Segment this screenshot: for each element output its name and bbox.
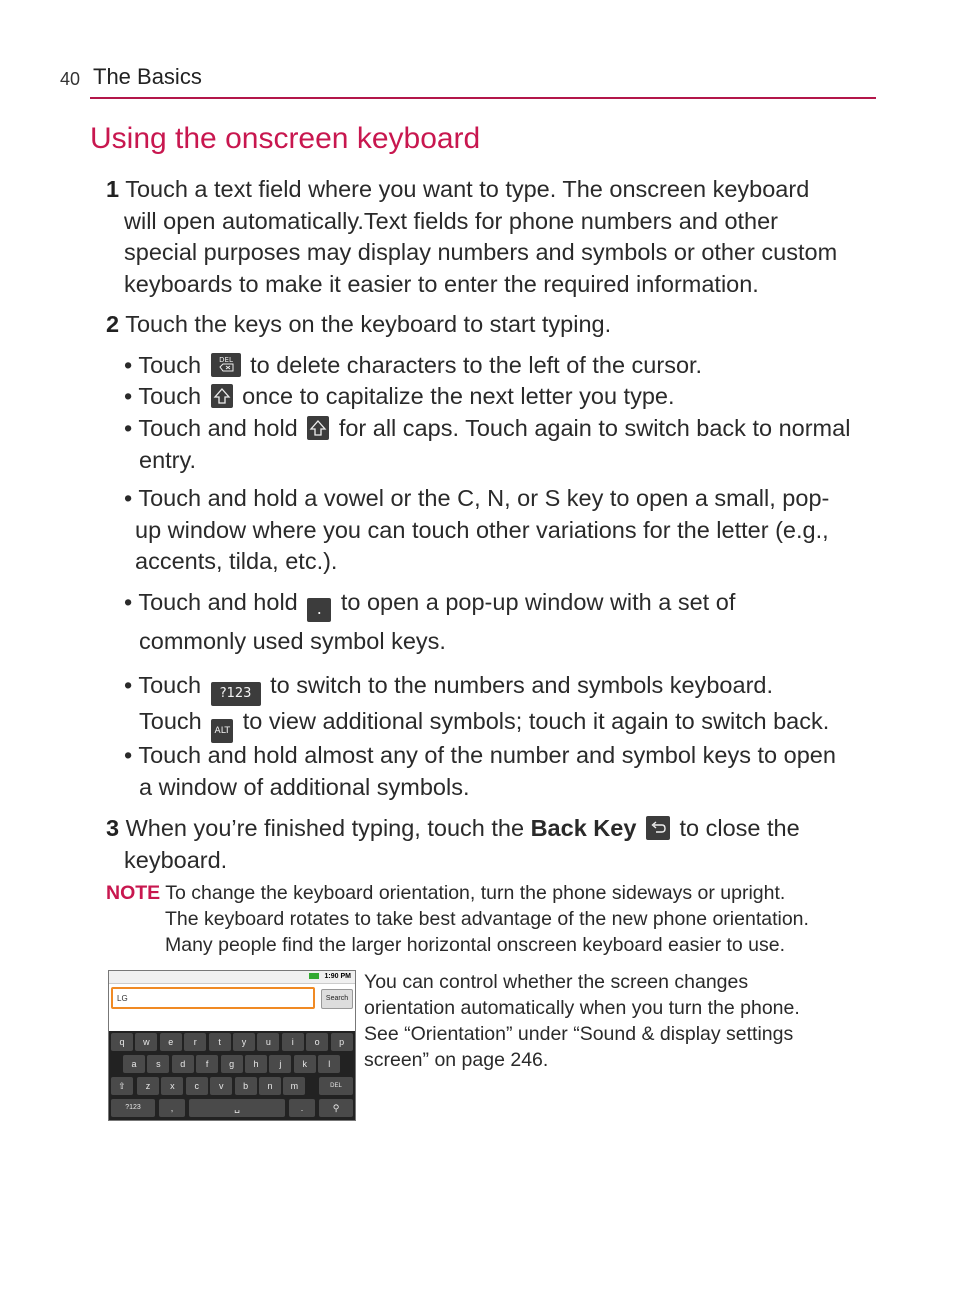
caption-line: See “Orientation” under “Sound & display settings <box>364 1023 794 1045</box>
key-a: a <box>123 1055 145 1073</box>
step-3-text: to close the <box>679 815 800 841</box>
bullet-text: • Touch <box>124 383 202 409</box>
delete-key: DEL <box>319 1077 353 1095</box>
page-number: 40 <box>60 69 81 89</box>
section-name: The Basics <box>93 64 202 89</box>
note-line: To change the keyboard orientation, turn the phone sideways or upright. <box>165 882 786 904</box>
bullet-text: up window where you can touch other variations for the letter (e.g., <box>135 516 829 543</box>
key-h: h <box>245 1055 267 1073</box>
comma-key: , <box>159 1099 185 1117</box>
del-key-icon <box>211 353 241 377</box>
key-w: w <box>135 1033 157 1051</box>
key-m: m <box>283 1077 305 1095</box>
key-b: b <box>235 1077 257 1095</box>
key-c: c <box>186 1077 208 1095</box>
status-bar <box>109 971 355 984</box>
period-key-icon: . <box>307 598 331 622</box>
bullet-period <box>124 587 735 658</box>
bullet-text: to delete characters to the left of the cursor. <box>250 352 703 378</box>
key-o: o <box>306 1033 328 1051</box>
battery-icon <box>309 973 319 979</box>
bullet-caps <box>124 413 850 476</box>
step-2 <box>106 309 611 341</box>
keyboard-row <box>109 1077 355 1097</box>
bullet-shift <box>124 381 675 413</box>
search-button: Search <box>321 989 353 1009</box>
key-v: v <box>210 1077 232 1095</box>
key-i: i <box>282 1033 304 1051</box>
note-label: NOTE <box>106 882 161 904</box>
space-key: ␣ <box>189 1099 285 1117</box>
bullet-text: Touch <box>139 708 202 734</box>
key-u: u <box>257 1033 279 1051</box>
bullet-text: entry. <box>139 446 197 473</box>
bullet-text: • Touch and hold <box>124 589 298 615</box>
period-key: . <box>289 1099 315 1117</box>
caption-line: orientation automatically when you turn the phone. <box>364 997 800 1019</box>
step-1-line: keyboards to make it easier to enter the required information. <box>124 270 759 297</box>
bullet-text: to switch to the numbers and symbols keyboard. <box>270 672 773 698</box>
keyboard-screenshot <box>108 970 356 1121</box>
bullet-text: a window of additional symbols. <box>139 773 470 800</box>
search-input: LG <box>111 987 315 1009</box>
num-key: ?123 <box>111 1099 155 1117</box>
bullet-text: once to capitalize the next letter you type. <box>242 383 675 409</box>
keyboard-row <box>109 1055 355 1075</box>
key-l: l <box>318 1055 340 1073</box>
key-k: k <box>294 1055 316 1073</box>
key-p: p <box>331 1033 353 1051</box>
bullet-text: to view additional symbols; touch it again to switch back. <box>242 708 830 734</box>
key-y: y <box>233 1033 255 1051</box>
bullet-text: accents, tilda, etc.). <box>135 548 338 574</box>
key-j: j <box>269 1055 291 1073</box>
shift-key-icon <box>211 384 233 408</box>
key-e: e <box>160 1033 182 1051</box>
step-2-number: 2 <box>106 311 120 337</box>
step-1-line: will open automatically.Text fields for phone numbers and other <box>124 207 779 234</box>
key-q: q <box>111 1033 133 1051</box>
key-r: r <box>184 1033 206 1051</box>
status-time: 1:90 PM <box>324 973 351 980</box>
bullet-symbols <box>124 740 836 803</box>
bullet-text: • Touch <box>124 352 202 378</box>
key-d: d <box>172 1055 194 1073</box>
step-1-line: special purposes may display numbers and symbols or other custom <box>124 239 838 265</box>
key-z: z <box>137 1077 159 1095</box>
bullet-text: commonly used symbol keys. <box>139 628 446 654</box>
key-n: n <box>259 1077 281 1095</box>
page-title: Using the onscreen keyboard <box>90 122 481 155</box>
note-line: Many people find the larger horizontal onscreen keyboard easier to use. <box>165 934 786 956</box>
bullet-text: • Touch and hold a vowel or the C, N, or S key to open a small, pop- <box>124 485 830 511</box>
num-key-icon: ?123 <box>211 682 261 706</box>
step-1-line: Touch a text field where you want to type. The onscreen keyboard <box>125 176 810 202</box>
note <box>106 880 809 958</box>
bullet-text: to open a pop-up window with a set of <box>340 589 736 615</box>
caption-line: screen” on page 246. <box>364 1049 549 1071</box>
key-x: x <box>161 1077 183 1095</box>
side-caption <box>364 969 800 1073</box>
key-f: f <box>196 1055 218 1073</box>
step-1-number: 1 <box>106 176 120 202</box>
bullet-text: for all caps. Touch again to switch back to normal <box>338 415 851 441</box>
keyboard-row <box>109 1033 355 1053</box>
key-g: g <box>221 1055 243 1073</box>
keyboard-row <box>109 1099 355 1119</box>
back-key-label: Back Key <box>530 815 637 841</box>
key-s: s <box>147 1055 169 1073</box>
key-t: t <box>209 1033 231 1051</box>
bullet-numbers <box>124 670 829 743</box>
step-3 <box>106 813 800 876</box>
step-3-text: When you’re finished typing, touch the <box>125 815 525 841</box>
header-rule <box>90 97 876 99</box>
step-3-text: keyboard. <box>124 846 228 873</box>
back-key-icon <box>646 816 670 840</box>
step-2-text: Touch the keys on the keyboard to start typing. <box>125 311 612 337</box>
step-3-number: 3 <box>106 815 120 841</box>
step-1 <box>106 174 837 300</box>
bullet-delete <box>124 350 702 382</box>
caption-line: You can control whether the screen changes <box>364 971 749 993</box>
alt-key-icon: ALT <box>211 719 233 743</box>
onscreen-keyboard <box>109 1031 355 1120</box>
shift-key: ⇧ <box>111 1077 133 1095</box>
svg-text:DEL: DEL <box>218 356 233 364</box>
search-key-icon: ⚲ <box>319 1099 353 1117</box>
note-line: The keyboard rotates to take best advantage of the new phone orientation. <box>165 908 809 930</box>
bullet-text: • Touch and hold almost any of the number and symbol keys to open <box>124 742 836 768</box>
bullet-text: • Touch <box>124 672 202 698</box>
bullet-vowel <box>124 483 829 578</box>
bullet-text: • Touch and hold <box>124 415 298 441</box>
shift-key-icon <box>307 416 329 440</box>
